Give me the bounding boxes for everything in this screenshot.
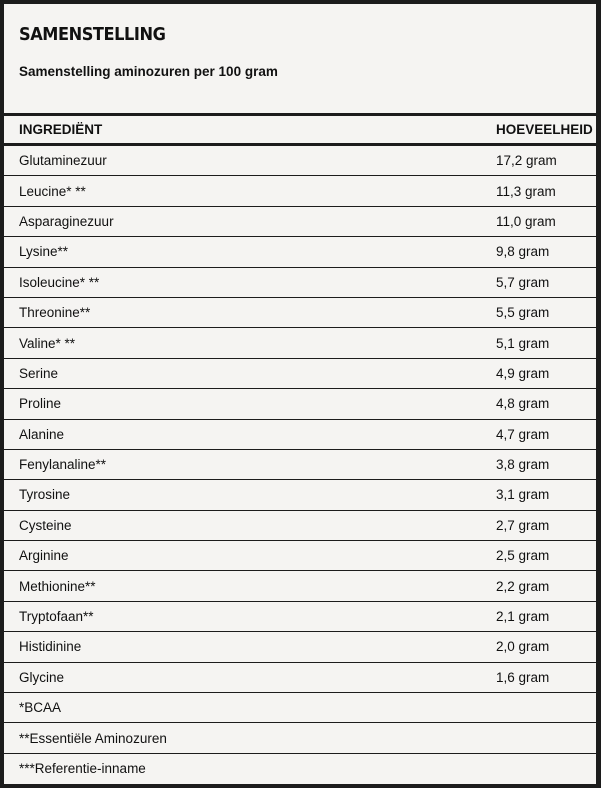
table-row [4,662,596,692]
ingredient-cell: Lysine** [4,237,496,267]
amount-cell: 5,5 gram [496,297,596,327]
amount-cell: 11,3 gram [496,176,596,206]
table-row [4,206,596,236]
table-row [4,601,596,631]
table-row [4,541,596,571]
amount-cell: 5,1 gram [496,328,596,358]
section-title: SAMENSTELLING [19,24,166,45]
table-row [4,145,596,176]
table-row [4,449,596,479]
table-header-row [4,115,596,145]
ingredient-cell: Alanine [4,419,496,449]
ingredient-cell: *BCAA [4,693,496,723]
ingredient-cell: Valine* ** [4,328,496,358]
amount-cell: 1,6 gram [496,662,596,692]
amount-cell: 5,7 gram [496,267,596,297]
table-row [4,480,596,510]
amount-cell: 2,0 gram [496,632,596,662]
amount-cell: 3,1 gram [496,480,596,510]
amino-acid-table [4,113,596,783]
amount-cell: 4,8 gram [496,389,596,419]
table-row [4,571,596,601]
ingredient-cell: **Essentiële Aminozuren [4,723,496,753]
table-row [4,510,596,540]
composition-panel [4,4,596,784]
table-row [4,419,596,449]
amount-cell: 3,8 gram [496,449,596,479]
amount-cell [496,693,596,723]
ingredient-cell: Cysteine [4,510,496,540]
amount-cell: 17,2 gram [496,145,596,176]
table-row [4,297,596,327]
ingredient-cell: Proline [4,389,496,419]
ingredient-cell: Isoleucine* ** [4,267,496,297]
amount-cell: 4,7 gram [496,419,596,449]
section-subtitle: Samenstelling aminozuren per 100 gram [19,64,278,79]
table-row [4,328,596,358]
ingredient-cell: Threonine** [4,297,496,327]
table-row [4,693,596,723]
table-row [4,237,596,267]
ingredient-cell: Methionine** [4,571,496,601]
amount-cell: 2,5 gram [496,541,596,571]
amount-cell: 2,7 gram [496,510,596,540]
ingredient-cell: ***Referentie-inname [19,761,146,776]
ingredient-cell: Asparaginezuur [4,206,496,236]
table-row [4,176,596,206]
table-row [4,358,596,388]
table-row [4,389,596,419]
amount-cell: 2,2 gram [496,571,596,601]
ingredient-cell: Glycine [4,662,496,692]
ingredient-cell: Tyrosine [4,480,496,510]
ingredient-cell: Arginine [4,541,496,571]
table-row [4,632,596,662]
amount-cell: 9,8 gram [496,237,596,267]
ingredient-cell: Fenylanaline** [4,449,496,479]
amount-cell: 4,9 gram [496,358,596,388]
amount-cell: 2,1 gram [496,601,596,631]
table-row [4,267,596,297]
ingredient-cell: Histidinine [4,632,496,662]
table-row [4,753,596,783]
ingredient-cell: Tryptofaan** [4,601,496,631]
header-ingredient: INGREDIËNT [4,115,496,145]
ingredient-cell: Serine [4,358,496,388]
ingredient-cell: Glutaminezuur [4,145,496,176]
amount-cell [496,723,596,753]
amount-cell [496,753,596,783]
ingredient-cell: Leucine* ** [4,176,496,206]
header-amount: HOEVEELHEID [496,115,596,145]
amount-cell: 11,0 gram [496,206,596,236]
table-row [4,723,596,753]
